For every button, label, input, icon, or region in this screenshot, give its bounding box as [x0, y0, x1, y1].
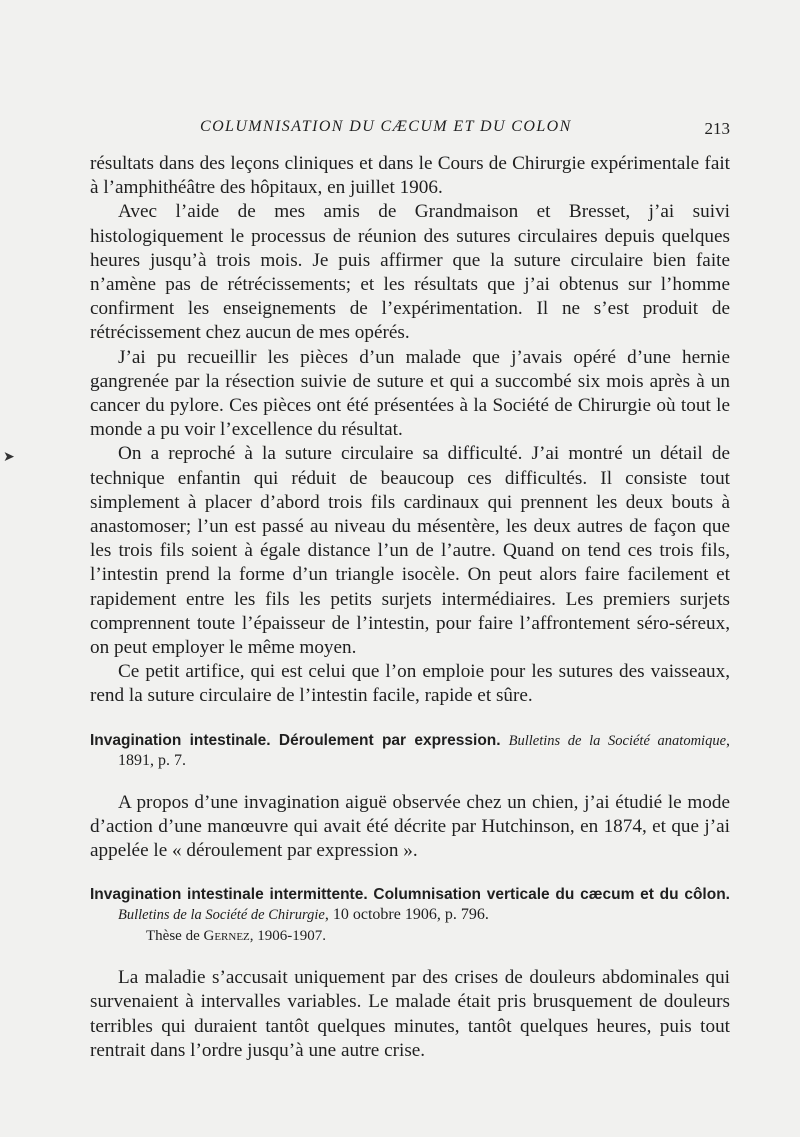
- entry-source: Bulletins de la Société de Chirurgie: [118, 907, 325, 924]
- entry-thesis: Thèse de Gernez, 1906-1907.: [146, 928, 327, 945]
- entry-details: , 10 octobre 1906, p. 796.: [324, 906, 489, 924]
- paragraph-artifice: Ce petit artifice, qui est celui que l’on emploie pour les sutures des vaisseaux, rend la suture circulaire de l’intestin facile, rapide et sûre.: [90, 661, 730, 707]
- paragraph-technique: On a reproché à la suture circulaire sa difficulté. J’ai montré un détail de technique enfantin qui réduit de beaucoup ces difficultés. Il consiste tout simplement à placer d’abord trois fils cardinaux qui prennent les deux bouts à anastomoser; l’un est passé au niveau du mésentère, les deux autres de façon que les trois fils soient à égale distance l’un de l’autre. Quand on tend ces trois fils, l’intestin prend la forme d’un triangle isocèle. On peut alors faire facilement et rapidement entre les fils les petits surjets intermédiaires. Les premiers surjets comprennent toute l’épaisseur de l’intestin, pour faire l’affrontement séro-séreux, on peut employer le même moyen.: [90, 443, 730, 659]
- margin-arrow-icon: ➤: [3, 450, 15, 465]
- bibliography-entry: [90, 885, 730, 946]
- running-title: COLUMNISATION DU CÆCUM ET DU COLON: [200, 118, 572, 135]
- entry-source: Bulletins de la Société anatomique: [508, 732, 727, 749]
- body-text: [90, 152, 730, 1063]
- entry-details: , 1891, p. 7.: [118, 731, 731, 769]
- entry-title: Invagination intestinale. Déroulement par expression.: [90, 731, 501, 749]
- paragraph-histology: Avec l’aide de mes amis de Grandmaison et Bresset, j’ai suivi histologiquement le processus de réunion des sutures circulaires depuis quelques heures jusqu’à trois mois. Je puis affirmer que la suture circulaire bien faite n’amène pas de rétrécissements; et les résultats que j’ai obtenus sur l’homme confirment les enseignements de l’expérimentation. Il ne s’est produit de rétrécissement chez aucun de mes opérés.: [90, 201, 730, 344]
- bibliography-entry: [90, 731, 730, 771]
- entry-title: Invagination intestinale intermittente. Columnisation verticale du cæcum et du côlon.: [90, 886, 730, 904]
- running-head: [90, 118, 730, 142]
- paragraph-hernia-case: J’ai pu recueillir les pièces d’un malade que j’avais opéré d’une hernie gangrenée par la résection suivie de suture et qui a succombé six mois après à un cancer du pylore. Ces pièces ont été présentées à la Société de Chirurgie où tout le monde a pu voir l’excellence du résultat.: [90, 346, 730, 441]
- thesis-author: Gernez: [203, 928, 250, 945]
- paragraph-intermittent: La maladie s’accusait uniquement par des crises de douleurs abdominales qui survenaient à intervalles variables. Le malade était pris brusquement de douleurs terribles qui duraient tantôt quelques minutes, tantôt quelques heures, puis tout rentrait dans l’ordre jusqu’à une autre crise.: [90, 967, 730, 1061]
- page-number: 213: [704, 119, 730, 138]
- paragraph-continuation: résultats dans des leçons cliniques et dans le Cours de Chirurgie expérimentale fait à l’amphithéâtre des hôpitaux, en juillet 1906.: [90, 153, 730, 199]
- paragraph-invagination: A propos d’une invagination aiguë observée chez un chien, j’ai étudié le mode d’action d’une manœuvre qui avait été décrite par Hutchinson, en 1874, et que j’ai appelée le « déroulement par expression ».: [90, 791, 730, 862]
